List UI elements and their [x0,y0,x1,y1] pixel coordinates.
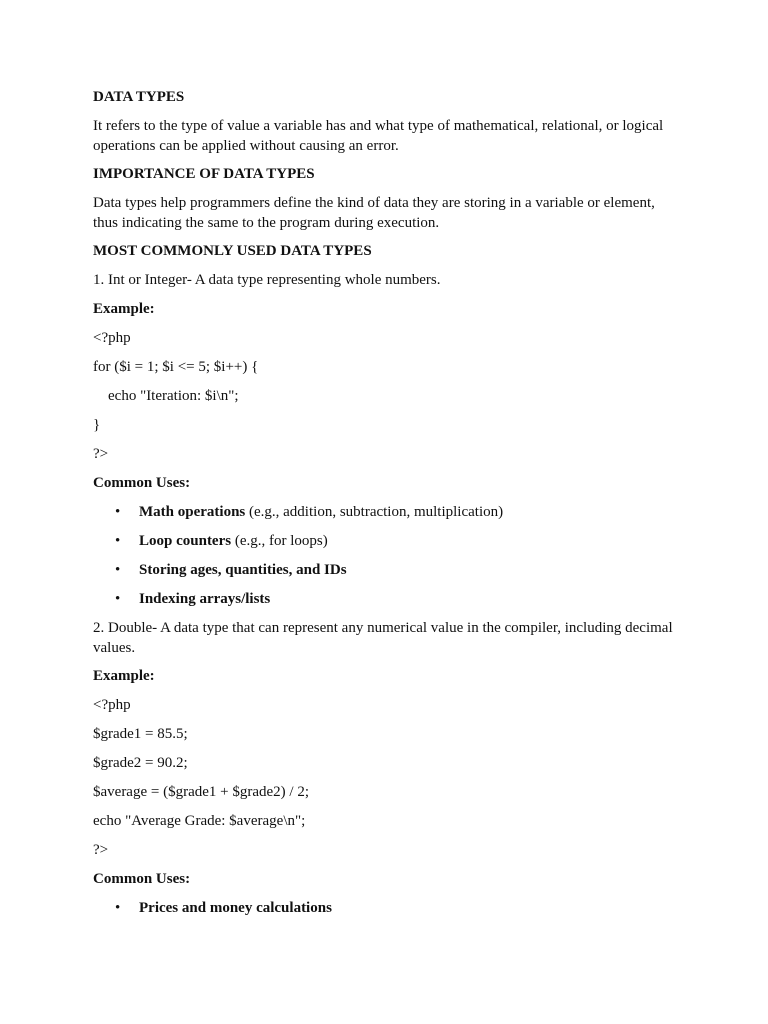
list-item [93,502,680,522]
int-uses-label: Common Uses: [93,475,191,491]
int-code-line: for ($i = 1; $i <= 5; $i++) { [93,359,259,375]
list-item [93,898,680,918]
double-code-line: $grade2 = 90.2; [93,755,188,771]
double-code-line: echo "Average Grade: $average\n"; [93,813,306,829]
bullet-icon: • [115,533,121,549]
use-detail: (e.g., addition, subtraction, multiplication) [245,504,504,520]
double-code-line: ?> [93,842,109,858]
importance-paragraph: Data types help programmers define the kind of data they are storing in a variable or element, thus indicating the same to the program during execution. [93,195,655,231]
int-example-label: Example: [93,301,155,317]
definition-paragraph: It refers to the type of value a variable has and what type of mathematical, relational, or logical operations can be applied without causing an error. [93,118,664,154]
common-types-heading: MOST COMMONLY USED DATA TYPES [93,243,372,259]
int-code-line: ?> [93,446,109,462]
double-uses-label: Common Uses: [93,871,191,887]
double-code-line: <?php [93,697,131,713]
double-example-label: Example: [93,668,155,684]
use-bold: Loop counters [139,533,232,549]
bullet-icon: • [115,591,121,607]
use-bold: Math operations [139,504,246,520]
use-detail: (e.g., for loops) [231,533,328,549]
int-code-line: } [93,417,101,433]
list-item [93,589,680,609]
int-uses-list [93,502,680,609]
double-code-line: $average = ($grade1 + $grade2) / 2; [93,784,309,800]
bullet-icon: • [115,504,121,520]
bullet-icon: • [115,900,121,916]
int-code-line: echo "Iteration: $i\n"; [108,388,239,404]
use-bold: Indexing arrays/lists [139,591,271,607]
importance-heading: IMPORTANCE OF DATA TYPES [93,166,315,182]
use-bold: Prices and money calculations [139,900,332,916]
double-uses-list [93,898,680,918]
document-title: DATA TYPES [93,89,185,105]
list-item [93,531,680,551]
use-bold: Storing ages, quantities, and IDs [139,562,347,578]
int-intro: 1. Int or Integer- A data type representing whole numbers. [93,272,441,288]
double-intro: 2. Double- A data type that can represent any numerical value in the compiler, including decimal values. [93,620,673,656]
double-code-line: $grade1 = 85.5; [93,726,188,742]
list-item [93,560,680,580]
int-code-line: <?php [93,330,131,346]
bullet-icon: • [115,562,121,578]
